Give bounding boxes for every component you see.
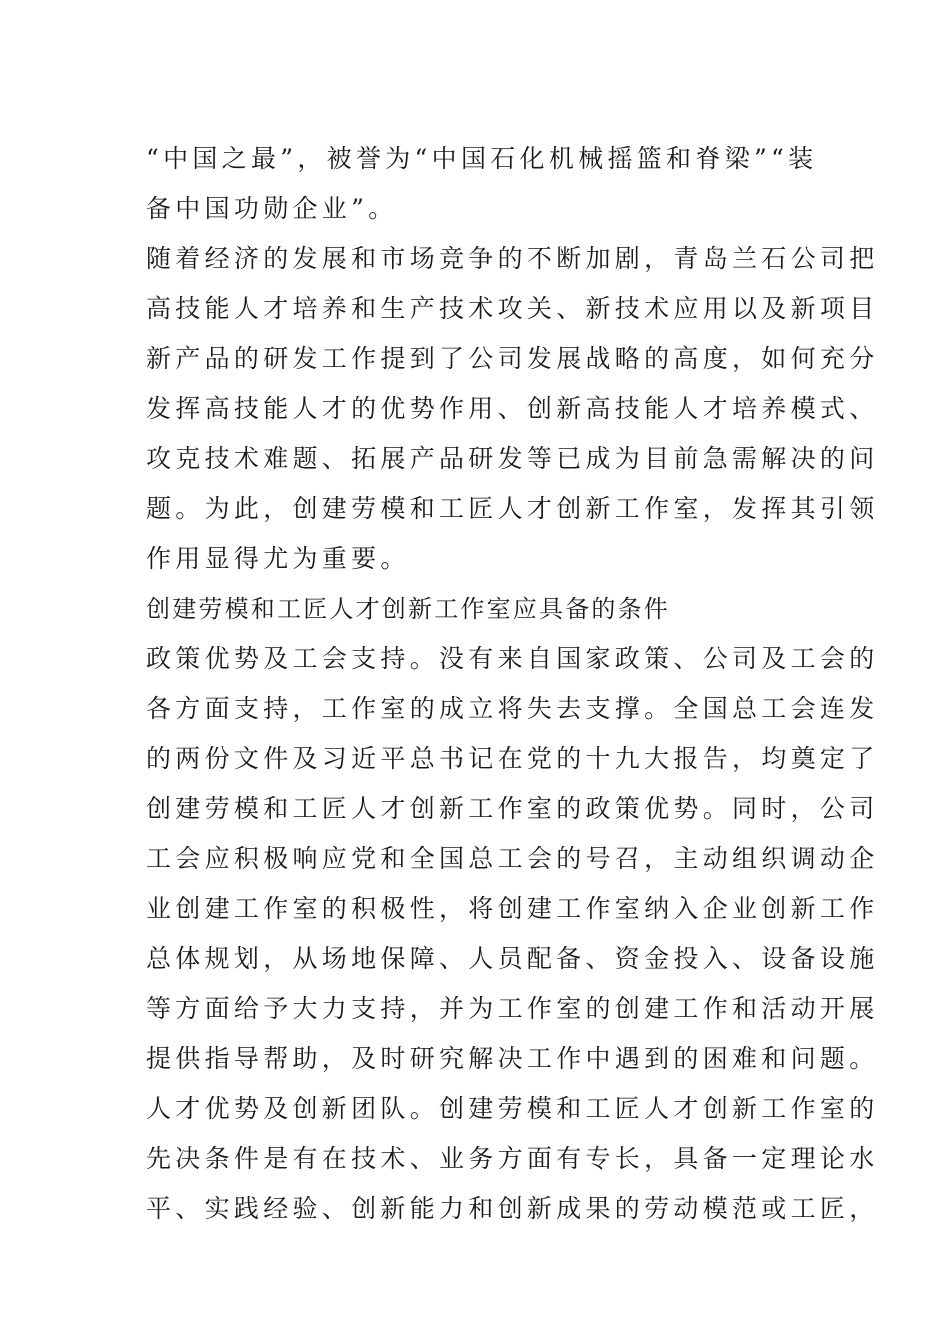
text-line: 备中国功勋企业”。	[146, 194, 398, 223]
text-line: 先决条件是有在技术、业务方面有专长，具备一定理论水	[146, 1144, 879, 1173]
text-line: 业创建工作室的积极性，将创建工作室纳入企业创新工作	[146, 894, 879, 923]
text-line: 工会应积极响应党和全国总工会的号召，主动组织调动企	[146, 844, 879, 873]
document-body	[146, 134, 879, 1234]
text-line: 等方面给予大力支持，并为工作室的创建工作和活动开展	[146, 994, 879, 1023]
text-line: 的两份文件及习近平总书记在党的十九大报告，均奠定了	[146, 744, 879, 773]
text-line: 随着经济的发展和市场竞争的不断加剧，青岛兰石公司把	[146, 244, 879, 273]
text-line: 发挥高技能人才的优势作用、创新高技能人才培养模式、	[146, 394, 879, 423]
text-line: 政策优势及工会支持。没有来自国家政策、公司及工会的	[146, 644, 879, 673]
text-line: 新产品的研发工作提到了公司发展战略的高度，如何充分	[146, 344, 879, 373]
text-line: 创建劳模和工匠人才创新工作室的政策优势。同时，公司	[146, 794, 879, 823]
section-heading: 创建劳模和工匠人才创新工作室应具备的条件	[146, 595, 670, 623]
text-line: 作用显得尤为重要。	[146, 544, 410, 573]
text-line: 高技能人才培养和生产技术攻关、新技术应用以及新项目	[146, 294, 879, 323]
text-line: 提供指导帮助，及时研究解决工作中遇到的困难和问题。	[146, 1044, 879, 1073]
text-line: 攻克技术难题、拓展产品研发等已成为目前急需解决的问	[146, 444, 879, 473]
text-line: 平、实践经验、创新能力和创新成果的劳动模范或工匠，	[146, 1194, 879, 1223]
text-line: “中国之最”，被誉为“中国石化机械摇篮和脊梁”“装	[146, 144, 818, 173]
text-line: 总体规划，从场地保障、人员配备、资金投入、设备设施	[146, 944, 879, 973]
text-line: 各方面支持，工作室的成立将失去支撑。全国总工会连发	[146, 694, 879, 723]
text-line: 人才优势及创新团队。创建劳模和工匠人才创新工作室的	[146, 1094, 879, 1123]
text-line: 题。为此，创建劳模和工匠人才创新工作室，发挥其引领	[146, 494, 879, 523]
